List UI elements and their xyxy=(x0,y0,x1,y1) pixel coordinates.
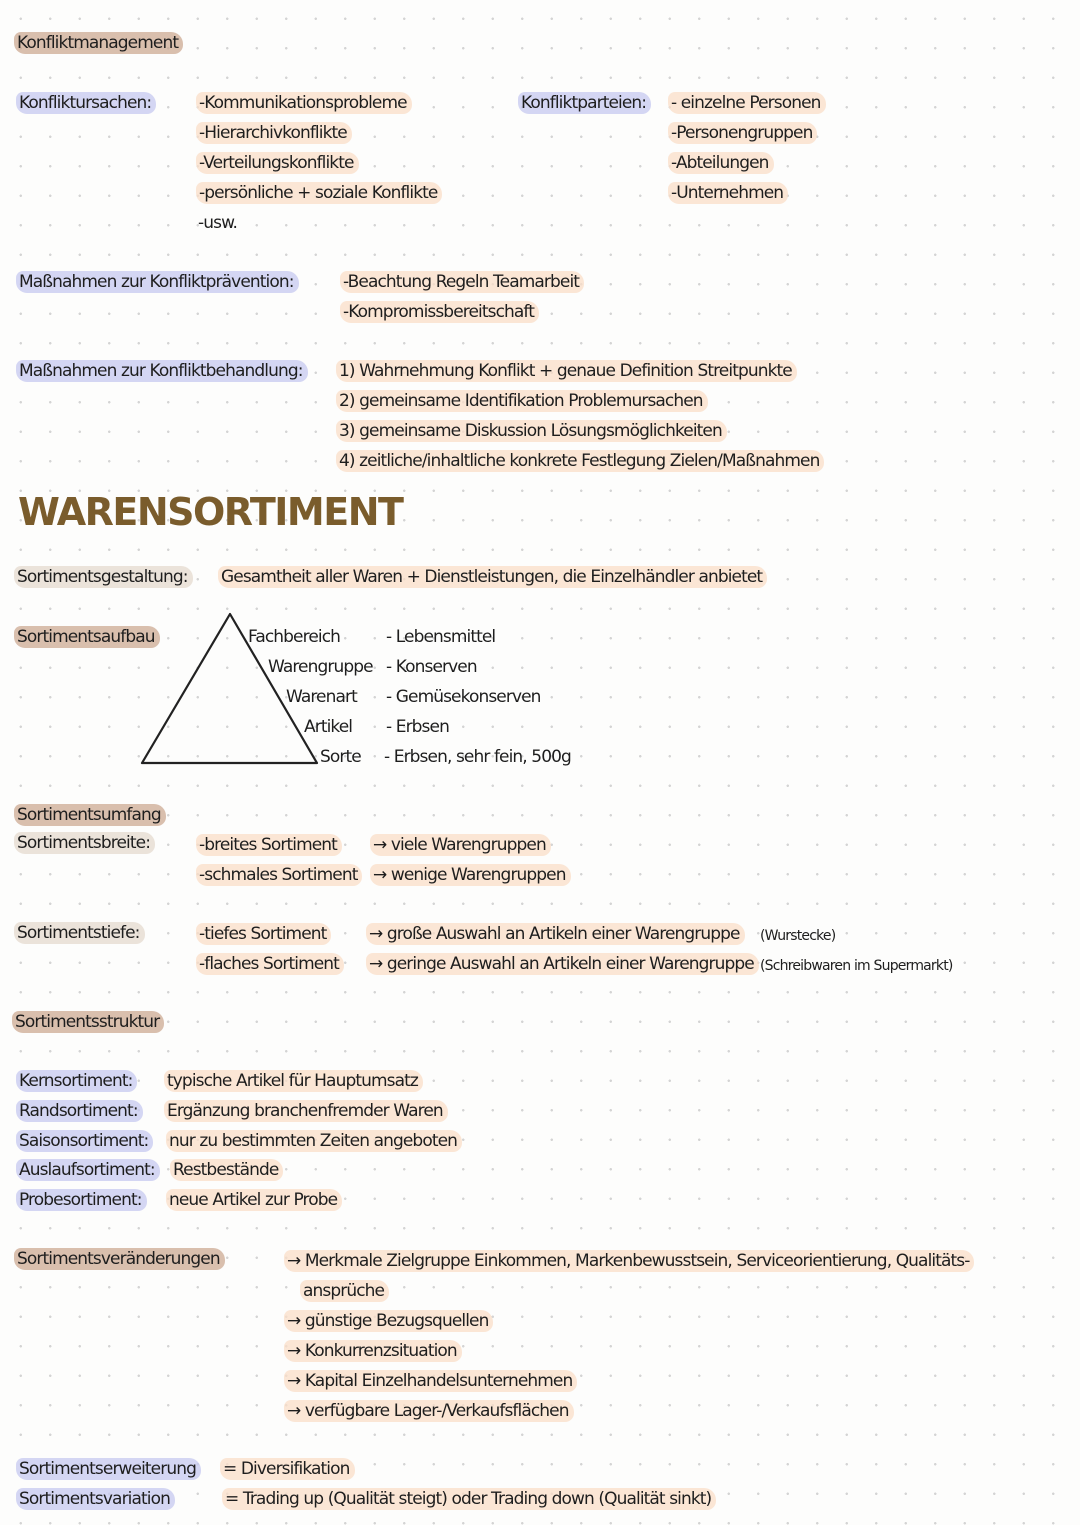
struktur-term: Auslaufsortiment: xyxy=(16,1159,160,1181)
veraenderung-item: → Konkurrenzsituation xyxy=(284,1340,462,1362)
breite-term: -schmales Sortiment xyxy=(196,864,362,886)
ursache-item: -usw. xyxy=(198,213,238,233)
behandlung-item: 2) gemeinsame Identifikation Problemursachen xyxy=(336,390,708,412)
struktur-desc: typische Artikel für Hauptumsatz xyxy=(164,1070,423,1092)
praevention-item: -Beachtung Regeln Teamarbeit xyxy=(340,271,584,293)
partei-item: -Personengruppen xyxy=(668,122,817,144)
ursache-item: -persönliche + soziale Konflikte xyxy=(196,182,442,204)
veraenderung-item: → Merkmale Zielgruppe Einkommen, Markenbewusstsein, Serviceorientierung, Qualitäts- xyxy=(284,1250,974,1272)
pyramid-level: Warenart xyxy=(286,687,357,707)
praevention-item: -Kompromissbereitschaft xyxy=(340,301,539,323)
sortimentsgestaltung-text: Gesamtheit aller Waren + Dienstleistungen, die Einzelhändler anbietet xyxy=(218,566,767,588)
behandlung-item: 1) Wahrnehmung Konflikt + genaue Definition Streitpunkte xyxy=(336,360,797,382)
pyramid-example: - Erbsen xyxy=(386,717,449,737)
sortimentsgestaltung-label: Sortimentsgestaltung: xyxy=(14,566,193,588)
pyramid-example: - Gemüsekonserven xyxy=(386,687,541,707)
struktur-desc: nur zu bestimmten Zeiten angeboten xyxy=(166,1130,462,1152)
breite-term: -breites Sortiment xyxy=(196,834,342,856)
ursache-item: -Hierarchivkonflikte xyxy=(196,122,352,144)
struktur-term: Probesortiment: xyxy=(16,1189,147,1211)
konfliktursachen-label: Konfliktursachen: xyxy=(16,92,156,114)
breite-desc: → wenige Warengruppen xyxy=(370,864,571,886)
pyramid-example: - Erbsen, sehr fein, 500g xyxy=(384,747,571,767)
tiefe-term: -flaches Sortiment xyxy=(196,953,344,975)
struktur-term: Saisonsortiment: xyxy=(16,1130,153,1152)
sortimentsveraenderungen-label: Sortimentsveränderungen xyxy=(14,1248,225,1270)
section-title-konfliktmanagement: Konfliktmanagement xyxy=(14,32,183,54)
pyramid-level: Warengruppe xyxy=(268,657,373,677)
pyramid-level: Sorte xyxy=(320,747,361,767)
page-heading-warensortiment: WARENSORTIMENT xyxy=(18,490,403,534)
ursache-item: -Verteilungskonflikte xyxy=(196,152,359,174)
veraenderung-item: → günstige Bezugsquellen xyxy=(284,1310,493,1332)
sortimentsvariation-label: Sortimentsvariation xyxy=(16,1488,175,1510)
tiefe-term: -tiefes Sortiment xyxy=(196,923,331,945)
tiefe-note: (Schreibwaren im Supermarkt) xyxy=(760,958,953,974)
sortimentsstruktur-label: Sortimentsstruktur xyxy=(12,1011,164,1033)
struktur-term: Kernsortiment: xyxy=(16,1070,137,1092)
sortimentsbreite-label: Sortimentsbreite: xyxy=(14,832,155,854)
pyramid-level: Fachbereich xyxy=(248,627,341,647)
veraenderung-item: → verfügbare Lager-/Verkaufsflächen xyxy=(284,1400,574,1422)
behandlung-item: 3) gemeinsame Diskussion Lösungsmöglichkeiten xyxy=(336,420,727,442)
breite-desc: → viele Warengruppen xyxy=(370,834,551,856)
sortimentserweiterung-text: = Diversifikation xyxy=(220,1458,355,1480)
sortimentsaufbau-label: Sortimentsaufbau xyxy=(14,626,160,648)
veraenderung-item: → Kapital Einzelhandelsunternehmen xyxy=(284,1370,577,1392)
struktur-desc: Ergänzung branchenfremder Waren xyxy=(164,1100,448,1122)
tiefe-desc: → geringe Auswahl an Artikeln einer Warengruppe xyxy=(366,953,759,975)
behandlung-item: 4) zeitliche/inhaltliche konkrete Festlegung Zielen/Maßnahmen xyxy=(336,450,824,472)
tiefe-desc: → große Auswahl an Artikeln einer Warengruppe xyxy=(366,923,745,945)
ursache-item: -Kommunikationsprobleme xyxy=(196,92,412,114)
sortimentsvariation-text: = Trading up (Qualität steigt) oder Trading down (Qualität sinkt) xyxy=(222,1488,716,1510)
konfliktparteien-label: Konfliktparteien: xyxy=(518,92,651,114)
praevention-label: Maßnahmen zur Konfliktprävention: xyxy=(16,271,299,293)
pyramid-example: - Lebensmittel xyxy=(386,627,496,647)
struktur-desc: Restbestände xyxy=(170,1159,283,1181)
pyramid-level: Artikel xyxy=(304,717,353,737)
sortimentstiefe-label: Sortimentstiefe: xyxy=(14,922,145,944)
partei-item: - einzelne Personen xyxy=(668,92,826,114)
partei-item: -Abteilungen xyxy=(668,152,774,174)
struktur-desc: neue Artikel zur Probe xyxy=(166,1189,342,1211)
veraenderung-item: ansprüche xyxy=(300,1280,389,1302)
tiefe-note: (Wurstecke) xyxy=(760,928,836,944)
behandlung-label: Maßnahmen zur Konfliktbehandlung: xyxy=(16,360,308,382)
partei-item: -Unternehmen xyxy=(668,182,788,204)
pyramid-example: - Konserven xyxy=(386,657,477,677)
sortimentserweiterung-label: Sortimentserweiterung xyxy=(16,1458,201,1480)
sortimentsumfang-label: Sortimentsumfang xyxy=(14,804,166,826)
struktur-term: Randsortiment: xyxy=(16,1100,143,1122)
